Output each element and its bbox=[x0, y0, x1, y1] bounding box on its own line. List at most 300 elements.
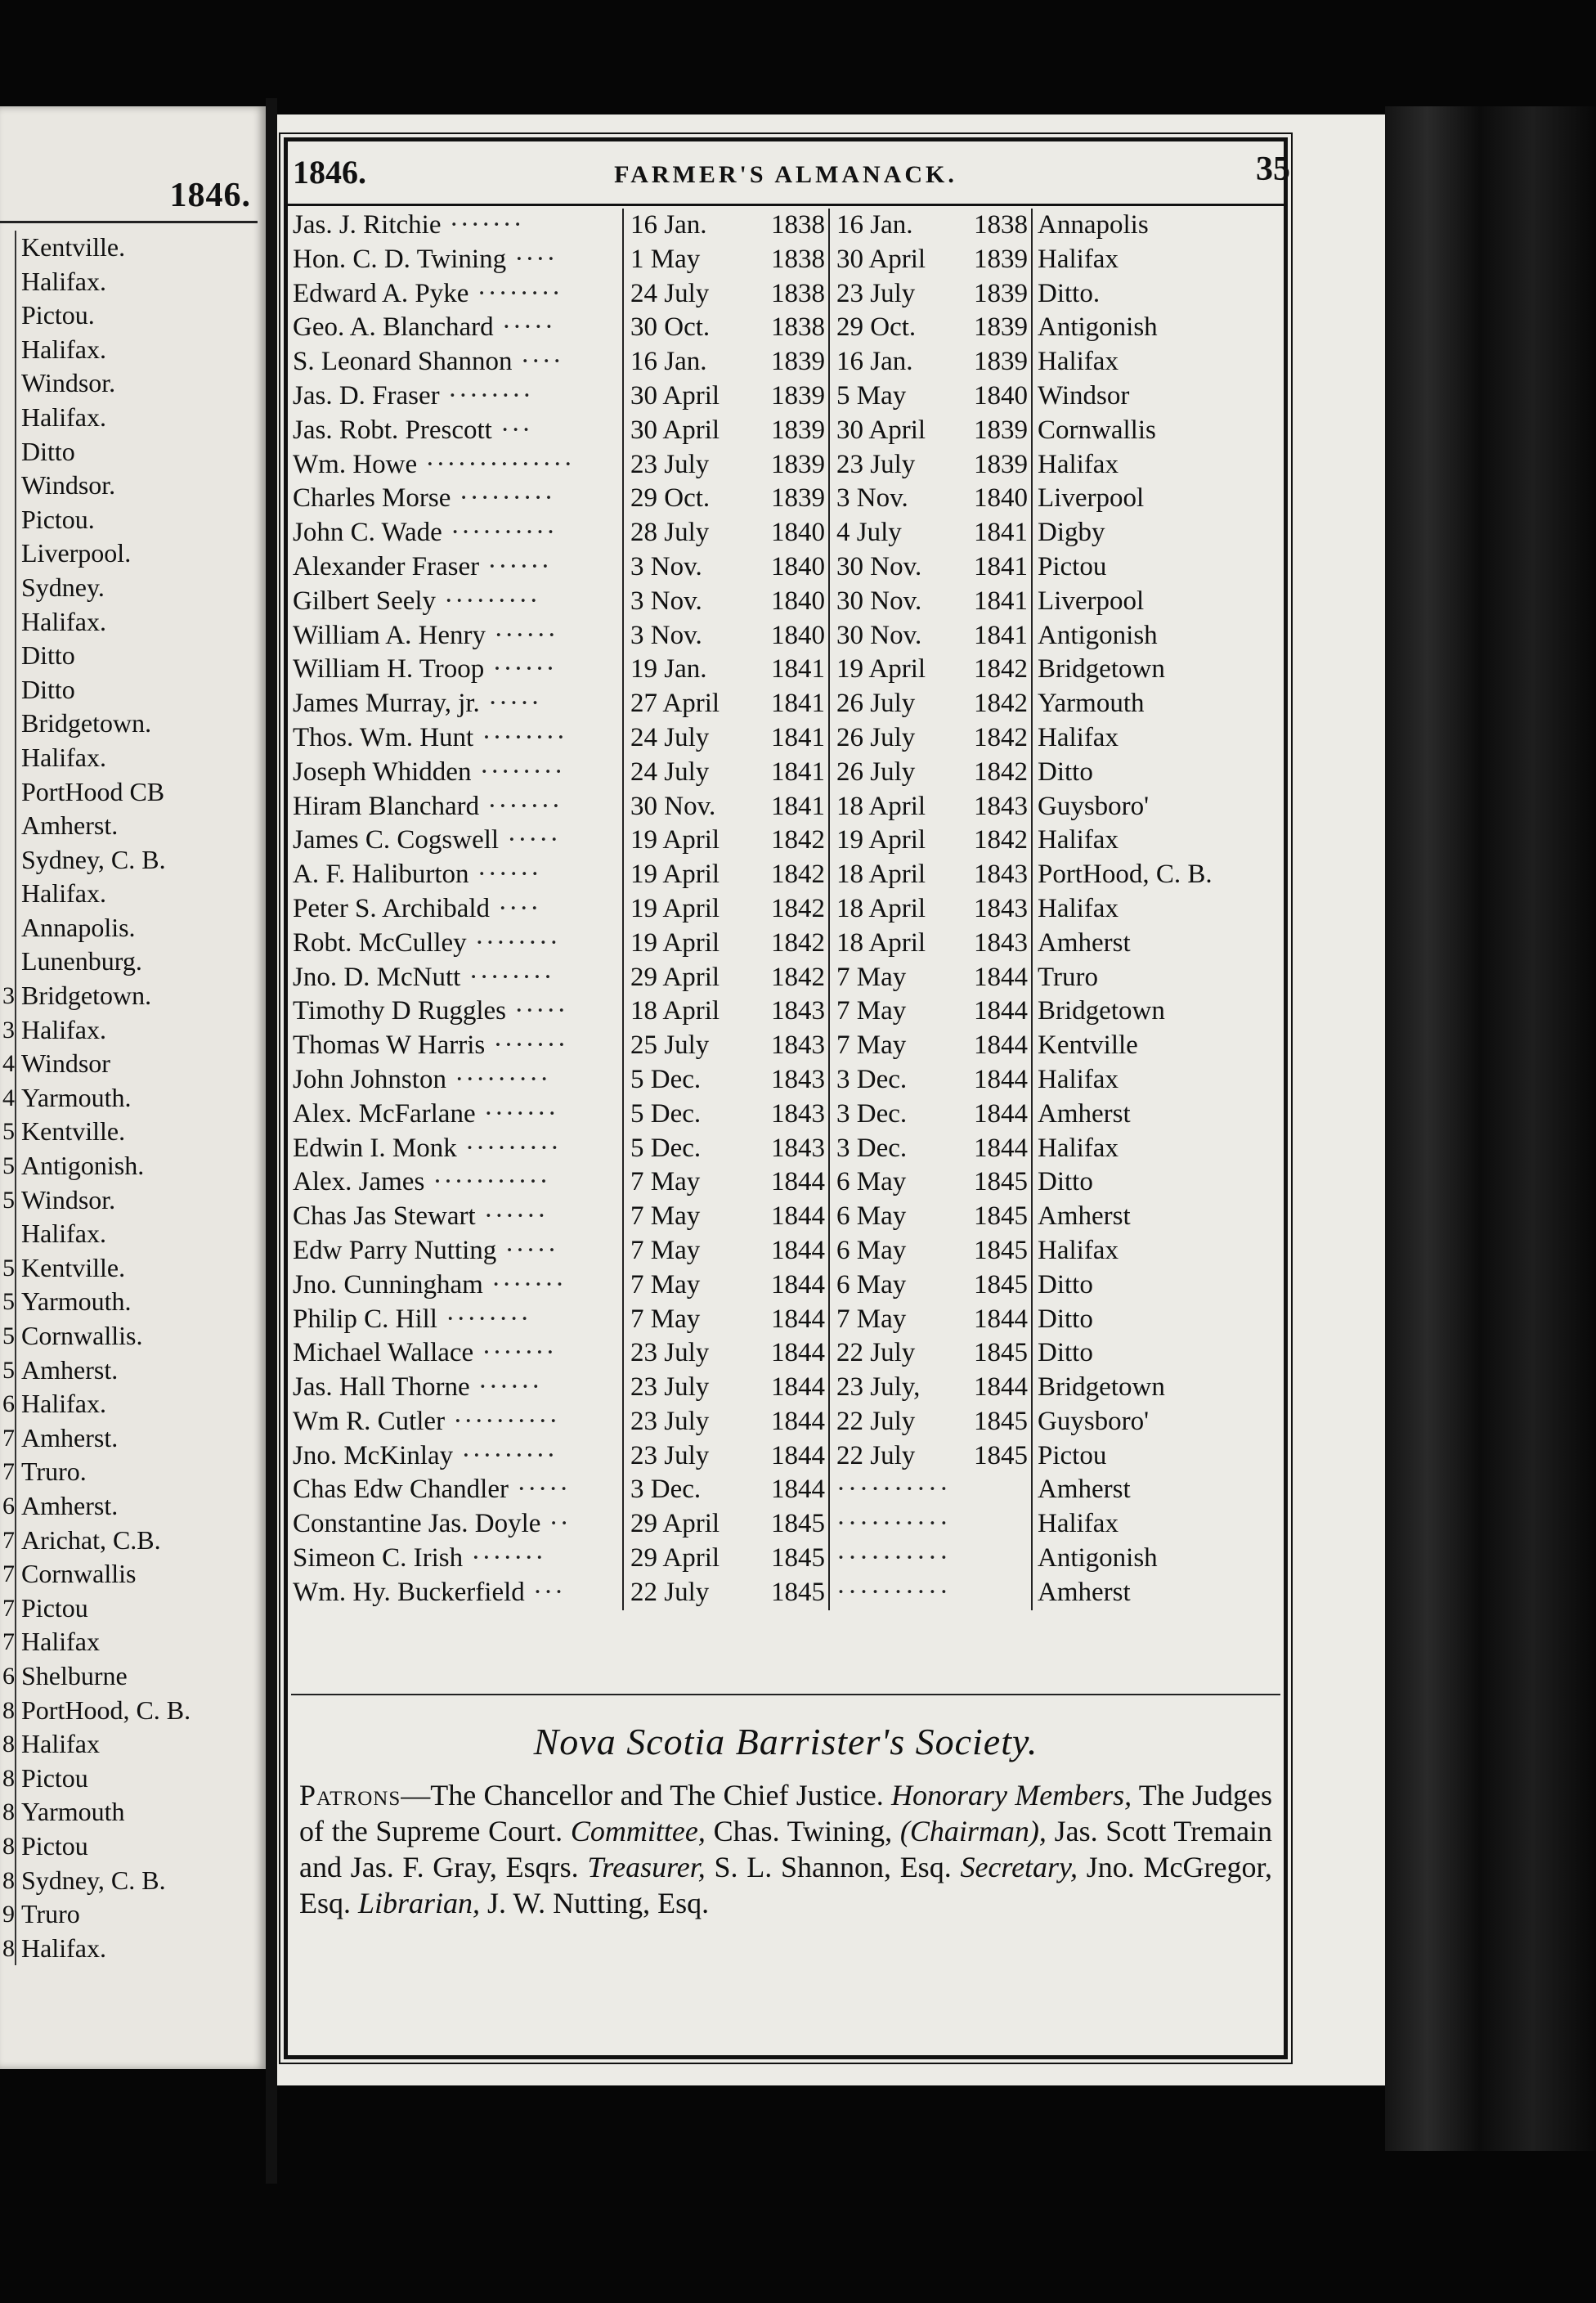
residence-text: Cornwallis bbox=[1038, 415, 1156, 445]
left-page-entry-place: Halifax. bbox=[15, 1932, 106, 1966]
second-date-text: 3 Nov. bbox=[836, 483, 908, 514]
admitted-date bbox=[622, 653, 760, 687]
admitted-year-text: 1841 bbox=[771, 791, 825, 821]
admitted-date bbox=[622, 1507, 760, 1542]
second-date-text: 5 May bbox=[836, 380, 907, 411]
left-page-entry-place: Liverpool. bbox=[15, 536, 131, 571]
admitted-year bbox=[760, 961, 828, 995]
residence-text: Amherst bbox=[1038, 1475, 1131, 1505]
residence-text: Amherst bbox=[1038, 1098, 1131, 1129]
table-row bbox=[291, 961, 1282, 995]
second-year-text: 1840 bbox=[974, 380, 1028, 411]
society-title: Nova Scotia Barrister's Society. bbox=[533, 1721, 1038, 1762]
left-page-entry-place: Yarmouth. bbox=[15, 1285, 132, 1319]
barrister-name bbox=[291, 961, 622, 995]
admitted-date-text: 28 July bbox=[630, 518, 710, 548]
barrister-name-text: Jno. D. McNutt bbox=[293, 962, 461, 992]
barrister-name bbox=[291, 1439, 622, 1474]
admitted-date-text: 30 April bbox=[630, 380, 720, 411]
residence-text: Antigonish bbox=[1038, 620, 1158, 650]
residence-text: Halifax bbox=[1038, 244, 1119, 274]
admitted-date bbox=[622, 721, 760, 756]
barrister-name bbox=[291, 994, 622, 1029]
second-year-text: 1844 bbox=[974, 996, 1028, 1026]
left-page-entry-place: Yarmouth bbox=[15, 1795, 125, 1829]
secretary-text: Jno. McGregor, Esq. bbox=[299, 1851, 1273, 1919]
second-year-text: 1839 bbox=[974, 278, 1028, 308]
table-row bbox=[291, 277, 1282, 312]
second-year bbox=[966, 858, 1031, 892]
admitted-year bbox=[760, 550, 828, 585]
admitted-year-text: 1840 bbox=[771, 620, 825, 650]
admitted-year bbox=[760, 653, 828, 687]
admitted-date bbox=[622, 1200, 760, 1234]
admitted-year bbox=[760, 1473, 828, 1507]
left-page-entry-number: 6 bbox=[2, 1390, 15, 1418]
residence-text: Bridgetown bbox=[1038, 996, 1165, 1026]
left-page-entry-place: Pictou. bbox=[15, 503, 95, 537]
residence bbox=[1031, 1507, 1282, 1542]
admitted-year bbox=[760, 516, 828, 550]
second-date-text: 7 May bbox=[836, 1304, 907, 1334]
left-page-entry-place: Halifax. bbox=[15, 401, 106, 435]
second-year-text: 1844 bbox=[974, 1304, 1028, 1334]
second-year-text: 1844 bbox=[974, 962, 1028, 992]
admitted-year-text: 1845 bbox=[771, 1577, 825, 1607]
admitted-year-text: 1843 bbox=[771, 1133, 825, 1163]
second-year bbox=[966, 994, 1031, 1029]
residence bbox=[1031, 311, 1282, 345]
admitted-date bbox=[622, 414, 760, 448]
residence bbox=[1031, 448, 1282, 483]
barrister-name bbox=[291, 345, 622, 379]
barrister-name-text: Edward A. Pyke bbox=[293, 278, 469, 308]
admitted-date bbox=[622, 550, 760, 585]
admitted-date bbox=[622, 1063, 760, 1098]
second-date bbox=[828, 927, 966, 961]
left-page-entry bbox=[0, 775, 262, 810]
table-row bbox=[291, 1200, 1282, 1234]
admitted-year bbox=[760, 756, 828, 790]
left-page-entry-number bbox=[0, 707, 15, 741]
admitted-date-text: 3 Nov. bbox=[630, 620, 702, 650]
left-page-entry-number bbox=[0, 775, 15, 810]
second-date bbox=[828, 482, 966, 516]
admitted-date bbox=[622, 448, 760, 483]
table-row bbox=[291, 1576, 1282, 1610]
admitted-date bbox=[622, 1098, 760, 1132]
left-page-entry bbox=[0, 401, 262, 435]
left-page-entry-number bbox=[0, 299, 15, 333]
admitted-year bbox=[760, 927, 828, 961]
second-date bbox=[828, 1268, 966, 1303]
second-year-text: 1844 bbox=[974, 1372, 1028, 1403]
second-date-text: 23 July, bbox=[836, 1372, 921, 1403]
residence bbox=[1031, 516, 1282, 550]
residence-text: Halifax bbox=[1038, 347, 1119, 377]
second-year bbox=[966, 653, 1031, 687]
admitted-year-text: 1842 bbox=[771, 962, 825, 992]
left-page-entry bbox=[0, 1285, 262, 1319]
leader-dots: ····· bbox=[499, 825, 561, 855]
leader-dots: ·········· bbox=[442, 518, 557, 548]
admitted-year bbox=[760, 721, 828, 756]
admitted-date-text: 23 July bbox=[630, 1406, 710, 1436]
admitted-year bbox=[760, 243, 828, 277]
table-row bbox=[291, 756, 1282, 790]
residence bbox=[1031, 1063, 1282, 1098]
left-page-entry bbox=[0, 469, 262, 503]
table-row bbox=[291, 448, 1282, 483]
left-page-entry bbox=[0, 1762, 262, 1796]
barrister-name bbox=[291, 585, 622, 619]
barrister-name bbox=[291, 653, 622, 687]
leader-dots: ······ bbox=[486, 620, 558, 650]
barrister-name bbox=[291, 790, 622, 824]
left-page-entry-place: PortHood CB bbox=[15, 775, 164, 810]
second-date bbox=[828, 585, 966, 619]
barrister-name bbox=[291, 1576, 622, 1610]
left-page-entry bbox=[0, 1864, 262, 1898]
second-date-text: 26 July bbox=[836, 722, 916, 752]
left-page-entry-place: Halifax. bbox=[15, 333, 106, 367]
admitted-date-text: 7 May bbox=[630, 1167, 701, 1197]
second-date bbox=[828, 243, 966, 277]
admitted-date bbox=[622, 277, 760, 312]
committee-label: Committee, bbox=[570, 1815, 706, 1847]
table-row bbox=[291, 311, 1282, 345]
barrister-name-text: Constantine Jas. Doyle bbox=[293, 1509, 541, 1539]
residence-text: Ditto bbox=[1038, 756, 1093, 787]
barrister-name-text: Wm. Howe bbox=[293, 449, 418, 479]
barrister-name bbox=[291, 482, 622, 516]
residence bbox=[1031, 1132, 1282, 1166]
residence bbox=[1031, 482, 1282, 516]
residence bbox=[1031, 687, 1282, 721]
admitted-date bbox=[622, 345, 760, 379]
barrister-name bbox=[291, 379, 622, 414]
left-page-entry-place: Bridgetown. bbox=[15, 707, 151, 741]
second-year-text: 1844 bbox=[974, 1030, 1028, 1061]
residence bbox=[1031, 721, 1282, 756]
left-page-entry-place: Lunenburg. bbox=[15, 945, 142, 979]
left-page-entry bbox=[0, 1421, 262, 1456]
admitted-year bbox=[760, 1200, 828, 1234]
committee-rest: Jas. Scott Tremain and Jas. F. Gray, Esqrs. bbox=[299, 1815, 1273, 1883]
left-page-entry-number: 7 bbox=[2, 1424, 15, 1452]
admitted-year bbox=[760, 482, 828, 516]
left-page-entry-number bbox=[0, 741, 15, 775]
admitted-year-text: 1844 bbox=[771, 1372, 825, 1403]
second-year bbox=[966, 1132, 1031, 1166]
left-page-entry-number: 7 bbox=[2, 1458, 15, 1486]
residence-text: Halifax bbox=[1038, 825, 1119, 855]
residence-text: Ditto bbox=[1038, 1269, 1093, 1300]
leader-dots: ········ bbox=[471, 756, 565, 787]
treasurer-label: Treasurer, bbox=[587, 1851, 706, 1883]
second-year bbox=[966, 277, 1031, 312]
second-date bbox=[828, 1234, 966, 1268]
barrister-name-text: John C. Wade bbox=[293, 518, 442, 548]
second-date-text: 3 Dec. bbox=[836, 1098, 908, 1129]
left-page-entry bbox=[0, 1455, 262, 1489]
barristers-table bbox=[291, 209, 1282, 1610]
admitted-year-text: 1838 bbox=[771, 210, 825, 240]
barrister-name bbox=[291, 311, 622, 345]
left-page-entry bbox=[0, 1694, 262, 1728]
admitted-date-text: 29 April bbox=[630, 962, 720, 992]
admitted-year-text: 1844 bbox=[771, 1269, 825, 1300]
residence-text: Ditto bbox=[1038, 1304, 1093, 1334]
second-year bbox=[966, 1473, 1031, 1507]
admitted-year-text: 1844 bbox=[771, 1235, 825, 1265]
left-page-entry-number bbox=[0, 536, 15, 571]
second-year-text: 1845 bbox=[974, 1440, 1028, 1470]
blank-leader-dots: ·········· bbox=[836, 1509, 951, 1539]
table-row bbox=[291, 1336, 1282, 1371]
left-page-entry-number: 8 bbox=[2, 1832, 15, 1860]
admitted-year bbox=[760, 1063, 828, 1098]
left-page-entry bbox=[0, 1319, 262, 1354]
admitted-date-text: 27 April bbox=[630, 689, 720, 719]
second-year bbox=[966, 790, 1031, 824]
admitted-date-text: 23 July bbox=[630, 449, 710, 479]
admitted-year-text: 1842 bbox=[771, 825, 825, 855]
residence bbox=[1031, 1371, 1282, 1405]
barrister-name-text: Thomas W Harris bbox=[293, 1030, 486, 1061]
admitted-date-text: 5 Dec. bbox=[630, 1098, 702, 1129]
barrister-name bbox=[291, 1507, 622, 1542]
admitted-date-text: 19 April bbox=[630, 825, 720, 855]
second-year-text: 1843 bbox=[974, 791, 1028, 821]
left-page-entry bbox=[0, 1183, 262, 1218]
second-year bbox=[966, 824, 1031, 858]
left-page-entry-place: Halifax bbox=[15, 1625, 100, 1659]
barrister-name-text: Alexander Fraser bbox=[293, 551, 480, 581]
left-page-entry bbox=[0, 1387, 262, 1421]
left-page-entry-place: Pictou. bbox=[15, 299, 95, 333]
second-year-text: 1843 bbox=[974, 927, 1028, 958]
residence bbox=[1031, 858, 1282, 892]
barrister-name-text: James C. Cogswell bbox=[293, 825, 500, 855]
left-page-entry-place: Halifax. bbox=[15, 741, 106, 775]
left-page-entry-place: Kentville. bbox=[15, 231, 125, 265]
second-date bbox=[828, 379, 966, 414]
admitted-year-text: 1839 bbox=[771, 415, 825, 445]
left-page-entry-number: 4 bbox=[2, 1084, 15, 1111]
admitted-date-text: 3 Nov. bbox=[630, 586, 702, 616]
second-date bbox=[828, 858, 966, 892]
admitted-year bbox=[760, 1405, 828, 1439]
table-row bbox=[291, 585, 1282, 619]
admitted-year-text: 1839 bbox=[771, 347, 825, 377]
second-year-text: 1843 bbox=[974, 893, 1028, 923]
barrister-name bbox=[291, 858, 622, 892]
table-row bbox=[291, 721, 1282, 756]
table-row bbox=[291, 1098, 1282, 1132]
left-page-entry-place: Kentville. bbox=[15, 1251, 125, 1286]
leader-dots: ···· bbox=[512, 347, 563, 377]
residence bbox=[1031, 345, 1282, 379]
left-page-entry-place: Halifax. bbox=[15, 1387, 106, 1421]
admitted-year-text: 1840 bbox=[771, 518, 825, 548]
table-row bbox=[291, 994, 1282, 1029]
left-page-entry bbox=[0, 1897, 262, 1932]
residence-text: Pictou bbox=[1038, 1440, 1107, 1470]
section-rule bbox=[291, 1694, 1280, 1695]
admitted-year-text: 1844 bbox=[771, 1440, 825, 1470]
left-page-entry-number: 5 bbox=[2, 1356, 15, 1384]
second-date-text: 7 May bbox=[836, 962, 907, 992]
second-date-text: 30 Nov. bbox=[836, 586, 922, 616]
second-date bbox=[828, 1200, 966, 1234]
admitted-date-text: 19 Jan. bbox=[630, 654, 707, 685]
residence bbox=[1031, 892, 1282, 927]
admitted-year bbox=[760, 209, 828, 243]
barrister-name bbox=[291, 1336, 622, 1371]
left-page-entry-place: Truro. bbox=[15, 1455, 87, 1489]
admitted-date bbox=[622, 1542, 760, 1576]
table-row bbox=[291, 858, 1282, 892]
leader-dots: ····· bbox=[496, 1235, 558, 1265]
admitted-year bbox=[760, 790, 828, 824]
left-page-fragment bbox=[0, 106, 266, 2069]
admitted-year bbox=[760, 619, 828, 653]
second-year-text: 1844 bbox=[974, 1098, 1028, 1129]
second-date-text: 30 April bbox=[836, 244, 926, 274]
left-page-entry-place: Yarmouth. bbox=[15, 1081, 132, 1116]
second-year bbox=[966, 550, 1031, 585]
barrister-name bbox=[291, 1234, 622, 1268]
admitted-year-text: 1844 bbox=[771, 1338, 825, 1368]
second-year bbox=[966, 1542, 1031, 1576]
second-year bbox=[966, 414, 1031, 448]
left-page-entry-number bbox=[0, 503, 15, 537]
second-year-text: 1841 bbox=[974, 586, 1028, 616]
leader-dots: ········ bbox=[437, 1304, 531, 1334]
admitted-date bbox=[622, 1234, 760, 1268]
residence bbox=[1031, 1029, 1282, 1063]
table-row bbox=[291, 482, 1282, 516]
admitted-year-text: 1841 bbox=[771, 722, 825, 752]
left-page-entry-number: 7 bbox=[2, 1560, 15, 1588]
residence-text: Digby bbox=[1038, 518, 1105, 548]
admitted-date-text: 23 July bbox=[630, 1338, 710, 1368]
barrister-name bbox=[291, 927, 622, 961]
leader-dots: ·········· bbox=[445, 1406, 560, 1436]
left-page-entry bbox=[0, 571, 262, 605]
second-date-text: 7 May bbox=[836, 996, 907, 1026]
second-year-text: 1845 bbox=[974, 1167, 1028, 1197]
admitted-year bbox=[760, 277, 828, 312]
second-year-text: 1845 bbox=[974, 1338, 1028, 1368]
second-date bbox=[828, 1473, 966, 1507]
leader-dots: ········ bbox=[468, 278, 563, 308]
second-date bbox=[828, 345, 966, 379]
leader-dots: ········· bbox=[456, 1133, 561, 1163]
leader-dots: ········ bbox=[439, 380, 533, 411]
second-date-text: 30 April bbox=[836, 415, 926, 445]
residence-text: Yarmouth bbox=[1038, 689, 1145, 719]
residence-text: Guysboro' bbox=[1038, 1406, 1150, 1436]
second-year bbox=[966, 209, 1031, 243]
left-page-entry-number: 8 bbox=[2, 1798, 15, 1826]
left-page-entry-number: 8 bbox=[2, 1731, 15, 1758]
left-page-entry-number bbox=[0, 265, 15, 299]
barrister-name-text: Jas. Robt. Prescott bbox=[293, 415, 492, 445]
residence bbox=[1031, 550, 1282, 585]
admitted-date bbox=[622, 1132, 760, 1166]
second-year bbox=[966, 1576, 1031, 1610]
second-year-text: 1844 bbox=[974, 1064, 1028, 1094]
table-row bbox=[291, 687, 1282, 721]
second-date bbox=[828, 414, 966, 448]
second-date bbox=[828, 1303, 966, 1337]
left-page-entry bbox=[0, 945, 262, 979]
left-page-entry-place: Halifax. bbox=[15, 877, 106, 911]
leader-dots: ······· bbox=[473, 1338, 557, 1368]
second-year bbox=[966, 1063, 1031, 1098]
table-row bbox=[291, 1473, 1282, 1507]
barrister-name-text: James Murray, jr. bbox=[293, 689, 480, 719]
residence bbox=[1031, 756, 1282, 790]
barrister-name bbox=[291, 756, 622, 790]
second-year bbox=[966, 721, 1031, 756]
admitted-year-text: 1839 bbox=[771, 449, 825, 479]
second-date bbox=[828, 1439, 966, 1474]
admitted-date-text: 16 Jan. bbox=[630, 210, 707, 240]
left-page-entry bbox=[0, 299, 262, 333]
second-year bbox=[966, 1029, 1031, 1063]
admitted-year bbox=[760, 345, 828, 379]
left-page-entry-number bbox=[0, 945, 15, 979]
left-page-entry-number: 7 bbox=[2, 1594, 15, 1622]
admitted-date-text: 22 July bbox=[630, 1577, 710, 1607]
barrister-name bbox=[291, 1303, 622, 1337]
leader-dots: ······· bbox=[475, 1098, 558, 1129]
second-date-text: 6 May bbox=[836, 1235, 907, 1265]
residence bbox=[1031, 994, 1282, 1029]
librarian-text: J. W. Nutting, Esq. bbox=[487, 1887, 710, 1919]
left-page-entry-place: Pictou bbox=[15, 1762, 88, 1796]
left-page-entry bbox=[0, 503, 262, 537]
barrister-name bbox=[291, 1405, 622, 1439]
admitted-year-text: 1843 bbox=[771, 1064, 825, 1094]
left-page-entry bbox=[0, 1524, 262, 1558]
admitted-year-text: 1838 bbox=[771, 278, 825, 308]
left-page-entry-place: Halifax. bbox=[15, 1013, 106, 1048]
second-year bbox=[966, 345, 1031, 379]
admitted-date-text: 3 Dec. bbox=[630, 1475, 702, 1505]
left-page-entry-number: 7 bbox=[2, 1628, 15, 1656]
left-page-entry bbox=[0, 741, 262, 775]
leader-dots: ······ bbox=[475, 1201, 548, 1232]
residence bbox=[1031, 209, 1282, 243]
left-page-entry bbox=[0, 1625, 262, 1659]
table-row bbox=[291, 1439, 1282, 1474]
second-date bbox=[828, 1063, 966, 1098]
left-page-entry-place: Arichat, C.B. bbox=[15, 1524, 161, 1558]
left-page-entry-place: Windsor. bbox=[15, 469, 115, 503]
second-year bbox=[966, 243, 1031, 277]
barrister-name bbox=[291, 550, 622, 585]
admitted-year-text: 1840 bbox=[771, 551, 825, 581]
second-date bbox=[828, 892, 966, 927]
left-page-entry bbox=[0, 1489, 262, 1524]
table-row bbox=[291, 1371, 1282, 1405]
left-page-entry-place: PortHood, C. B. bbox=[15, 1694, 191, 1728]
second-date bbox=[828, 1098, 966, 1132]
